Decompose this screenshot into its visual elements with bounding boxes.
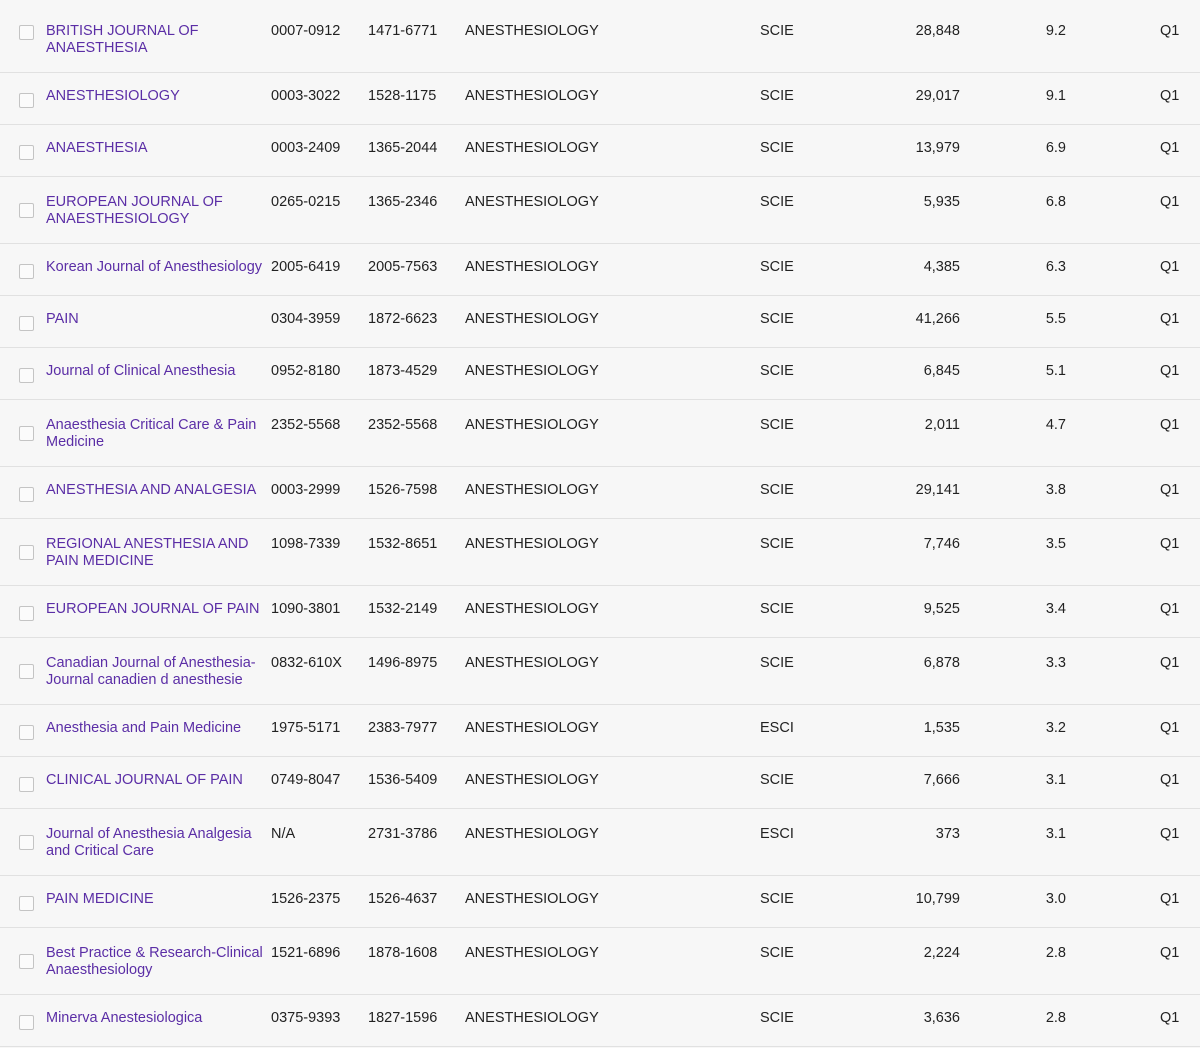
issn-cell: 0007-0912 <box>271 23 341 39</box>
edition-cell: SCIE <box>760 23 794 39</box>
issn-cell: 0375-9393 <box>271 1010 341 1026</box>
row-select-checkbox[interactable] <box>19 1015 34 1030</box>
issn-cell: 2005-6419 <box>271 259 341 275</box>
category-cell: ANESTHESIOLOGY <box>465 23 599 39</box>
journal-title-link[interactable]: ANAESTHESIA <box>46 140 148 156</box>
edition-cell: SCIE <box>760 363 794 379</box>
journal-title-link[interactable]: EUROPEAN JOURNAL OF PAIN <box>46 601 260 617</box>
table-row <box>0 519 1200 586</box>
total-citations-cell: 10,799 <box>915 891 960 907</box>
journal-title-link[interactable]: PAIN <box>46 311 79 327</box>
eissn-cell: 2005-7563 <box>368 259 438 275</box>
edition-cell: SCIE <box>760 945 794 961</box>
category-cell: ANESTHESIOLOGY <box>465 482 599 498</box>
quartile-cell: Q1 <box>1160 417 1180 433</box>
quartile-cell: Q1 <box>1160 720 1180 736</box>
jif-cell: 4.7 <box>1045 417 1066 433</box>
table-row <box>0 400 1200 467</box>
total-citations-cell: 29,017 <box>915 88 960 104</box>
category-cell: ANESTHESIOLOGY <box>465 88 599 104</box>
table-row <box>0 809 1200 876</box>
total-citations-cell: 41,266 <box>915 311 960 327</box>
category-cell: ANESTHESIOLOGY <box>465 720 599 736</box>
issn-cell: 0003-3022 <box>271 88 341 104</box>
table-row <box>0 348 1200 400</box>
issn-cell: 1521-6896 <box>271 945 341 961</box>
jif-cell: 5.5 <box>1045 311 1066 327</box>
table-row <box>0 705 1200 757</box>
row-select-checkbox[interactable] <box>19 835 34 850</box>
total-citations-cell: 5,935 <box>923 194 960 210</box>
edition-cell: SCIE <box>760 88 794 104</box>
table-row <box>0 73 1200 125</box>
category-cell: ANESTHESIOLOGY <box>465 1010 599 1026</box>
total-citations-cell: 7,666 <box>923 772 960 788</box>
issn-cell: 0265-0215 <box>271 194 341 210</box>
quartile-cell: Q1 <box>1160 601 1180 617</box>
row-select-checkbox[interactable] <box>19 606 34 621</box>
quartile-cell: Q1 <box>1160 363 1180 379</box>
quartile-cell: Q1 <box>1160 311 1180 327</box>
row-select-checkbox[interactable] <box>19 487 34 502</box>
journal-title-link[interactable]: Korean Journal of Anesthesiology <box>46 259 263 275</box>
journal-title-link[interactable]: Canadian Journal of Anesthesia-Journal canadien d anesthesie <box>46 655 256 688</box>
eissn-cell: 1496-8975 <box>368 655 438 671</box>
quartile-cell: Q1 <box>1160 1010 1180 1026</box>
quartile-cell: Q1 <box>1160 826 1180 842</box>
quartile-cell: Q1 <box>1160 891 1180 907</box>
row-select-checkbox[interactable] <box>19 145 34 160</box>
quartile-cell: Q1 <box>1160 945 1180 961</box>
issn-cell: 1090-3801 <box>271 601 341 617</box>
total-citations-cell: 2,224 <box>923 945 960 961</box>
jif-cell: 6.8 <box>1045 194 1066 210</box>
row-select-checkbox[interactable] <box>19 426 34 441</box>
eissn-cell: 2383-7977 <box>368 720 438 736</box>
edition-cell: SCIE <box>760 772 794 788</box>
journal-title-link[interactable]: ANESTHESIOLOGY <box>46 88 180 104</box>
row-select-checkbox[interactable] <box>19 664 34 679</box>
category-cell: ANESTHESIOLOGY <box>465 363 599 379</box>
journal-title-link[interactable]: BRITISH JOURNAL OF ANAESTHESIA <box>46 23 199 56</box>
category-cell: ANESTHESIOLOGY <box>465 417 599 433</box>
journal-title-link[interactable]: Anesthesia and Pain Medicine <box>46 720 242 736</box>
issn-cell: 0832-610X <box>271 655 342 671</box>
row-select-checkbox[interactable] <box>19 93 34 108</box>
eissn-cell: 2352-5568 <box>368 417 438 433</box>
jif-cell: 2.8 <box>1045 1010 1066 1026</box>
total-citations-cell: 2,011 <box>924 417 960 433</box>
eissn-cell: 1365-2044 <box>368 140 438 156</box>
edition-cell: SCIE <box>760 194 794 210</box>
total-citations-cell: 373 <box>935 826 960 842</box>
quartile-cell: Q1 <box>1160 140 1180 156</box>
issn-cell: 1098-7339 <box>271 536 341 552</box>
issn-cell: 1526-2375 <box>271 891 341 907</box>
category-cell: ANESTHESIOLOGY <box>465 945 599 961</box>
total-citations-cell: 6,878 <box>923 655 960 671</box>
category-cell: ANESTHESIOLOGY <box>465 891 599 907</box>
eissn-cell: 1471-6771 <box>368 23 438 39</box>
jif-cell: 9.1 <box>1045 88 1066 104</box>
jif-cell: 3.5 <box>1045 536 1066 552</box>
row-select-checkbox[interactable] <box>19 954 34 969</box>
total-citations-cell: 9,525 <box>923 601 960 617</box>
category-cell: ANESTHESIOLOGY <box>465 772 599 788</box>
jif-cell: 3.4 <box>1045 601 1066 617</box>
category-cell: ANESTHESIOLOGY <box>465 601 599 617</box>
row-select-checkbox[interactable] <box>19 25 34 40</box>
table-row <box>0 586 1200 638</box>
eissn-cell: 1528-1175 <box>368 88 437 104</box>
total-citations-cell: 13,979 <box>915 140 960 156</box>
total-citations-cell: 29,141 <box>915 482 960 498</box>
jif-cell: 6.3 <box>1045 259 1066 275</box>
table-row <box>0 876 1200 928</box>
jif-cell: 3.2 <box>1045 720 1066 736</box>
quartile-cell: Q1 <box>1160 88 1180 104</box>
edition-cell: SCIE <box>760 655 794 671</box>
row-select-checkbox[interactable] <box>19 725 34 740</box>
jif-cell: 3.0 <box>1045 891 1066 907</box>
row-select-checkbox[interactable] <box>19 203 34 218</box>
edition-cell: SCIE <box>760 536 794 552</box>
quartile-cell: Q1 <box>1160 482 1180 498</box>
jif-cell: 2.8 <box>1045 945 1066 961</box>
edition-cell: SCIE <box>760 417 794 433</box>
category-cell: ANESTHESIOLOGY <box>465 536 599 552</box>
edition-cell: SCIE <box>760 601 794 617</box>
row-select-checkbox[interactable] <box>19 316 34 331</box>
table-row <box>0 928 1200 995</box>
eissn-cell: 1532-2149 <box>368 601 438 617</box>
total-citations-cell: 7,746 <box>923 536 960 552</box>
eissn-cell: 1532-8651 <box>368 536 438 552</box>
edition-cell: SCIE <box>760 1010 794 1026</box>
journal-title-link[interactable]: Best Practice & Research-Clinical Anaesthesiology <box>46 945 263 978</box>
journal-title-link[interactable]: REGIONAL ANESTHESIA AND PAIN MEDICINE <box>46 536 249 569</box>
quartile-cell: Q1 <box>1160 23 1180 39</box>
eissn-cell: 1365-2346 <box>368 194 438 210</box>
row-select-checkbox[interactable] <box>19 545 34 560</box>
row-select-checkbox[interactable] <box>19 264 34 279</box>
jif-cell: 3.1 <box>1045 826 1066 842</box>
jif-cell: 6.9 <box>1045 140 1066 156</box>
row-select-checkbox[interactable] <box>19 368 34 383</box>
issn-cell: N/A <box>271 826 296 842</box>
issn-cell: 0003-2409 <box>271 140 341 156</box>
quartile-cell: Q1 <box>1160 536 1180 552</box>
jif-cell: 5.1 <box>1045 363 1066 379</box>
eissn-cell: 2731-3786 <box>368 826 438 842</box>
edition-cell: SCIE <box>760 891 794 907</box>
row-select-checkbox[interactable] <box>19 896 34 911</box>
jif-cell: 3.8 <box>1045 482 1066 498</box>
category-cell: ANESTHESIOLOGY <box>465 311 599 327</box>
issn-cell: 0952-8180 <box>271 363 341 379</box>
eissn-cell: 1827-1596 <box>368 1010 438 1026</box>
table-row <box>0 467 1200 519</box>
issn-cell: 0003-2999 <box>271 482 341 498</box>
quartile-cell: Q1 <box>1160 194 1180 210</box>
journal-title-link[interactable]: Anaesthesia Critical Care & Pain Medicine <box>46 417 257 450</box>
journal-title-link[interactable]: ANESTHESIA AND ANALGESIA <box>46 482 257 498</box>
table-row <box>0 177 1200 244</box>
edition-cell: ESCI <box>760 826 794 842</box>
table-row <box>0 296 1200 348</box>
eissn-cell: 1526-7598 <box>368 482 438 498</box>
edition-cell: SCIE <box>760 140 794 156</box>
issn-cell: 0304-3959 <box>271 311 341 327</box>
journal-title-link[interactable]: Minerva Anestesiologica <box>46 1010 203 1026</box>
category-cell: ANESTHESIOLOGY <box>465 194 599 210</box>
total-citations-cell: 1,535 <box>923 720 960 736</box>
total-citations-cell: 6,845 <box>923 363 960 379</box>
eissn-cell: 1873-4529 <box>368 363 438 379</box>
category-cell: ANESTHESIOLOGY <box>465 826 599 842</box>
journal-title-link[interactable]: Journal of Clinical Anesthesia <box>46 363 236 379</box>
category-cell: ANESTHESIOLOGY <box>465 655 599 671</box>
table-row <box>0 244 1200 296</box>
quartile-cell: Q1 <box>1160 259 1180 275</box>
total-citations-cell: 3,636 <box>923 1010 960 1026</box>
table-row <box>0 125 1200 177</box>
jif-cell: 3.1 <box>1045 772 1066 788</box>
jif-cell: 3.3 <box>1045 655 1066 671</box>
quartile-cell: Q1 <box>1160 655 1180 671</box>
edition-cell: SCIE <box>760 311 794 327</box>
edition-cell: SCIE <box>760 259 794 275</box>
eissn-cell: 1872-6623 <box>368 311 438 327</box>
total-citations-cell: 4,385 <box>923 259 960 275</box>
jif-cell: 9.2 <box>1045 23 1066 39</box>
journal-title-link[interactable]: PAIN MEDICINE <box>46 891 154 907</box>
total-citations-cell: 28,848 <box>915 23 960 39</box>
category-cell: ANESTHESIOLOGY <box>465 259 599 275</box>
edition-cell: ESCI <box>760 720 794 736</box>
issn-cell: 2352-5568 <box>271 417 341 433</box>
quartile-cell: Q1 <box>1160 772 1180 788</box>
edition-cell: SCIE <box>760 482 794 498</box>
issn-cell: 1975-5171 <box>271 720 341 736</box>
table-row <box>0 638 1200 705</box>
journal-title-link[interactable]: CLINICAL JOURNAL OF PAIN <box>46 772 243 788</box>
category-cell: ANESTHESIOLOGY <box>465 140 599 156</box>
journal-title-link[interactable]: EUROPEAN JOURNAL OF ANAESTHESIOLOGY <box>46 194 223 227</box>
eissn-cell: 1536-5409 <box>368 772 438 788</box>
eissn-cell: 1878-1608 <box>368 945 438 961</box>
journal-title-link[interactable]: Journal of Anesthesia Analgesia and Critical Care <box>46 826 252 859</box>
table-row <box>0 757 1200 809</box>
eissn-cell: 1526-4637 <box>368 891 438 907</box>
issn-cell: 0749-8047 <box>271 772 341 788</box>
table-row <box>0 995 1200 1047</box>
row-select-checkbox[interactable] <box>19 777 34 792</box>
table-row <box>0 0 1200 73</box>
